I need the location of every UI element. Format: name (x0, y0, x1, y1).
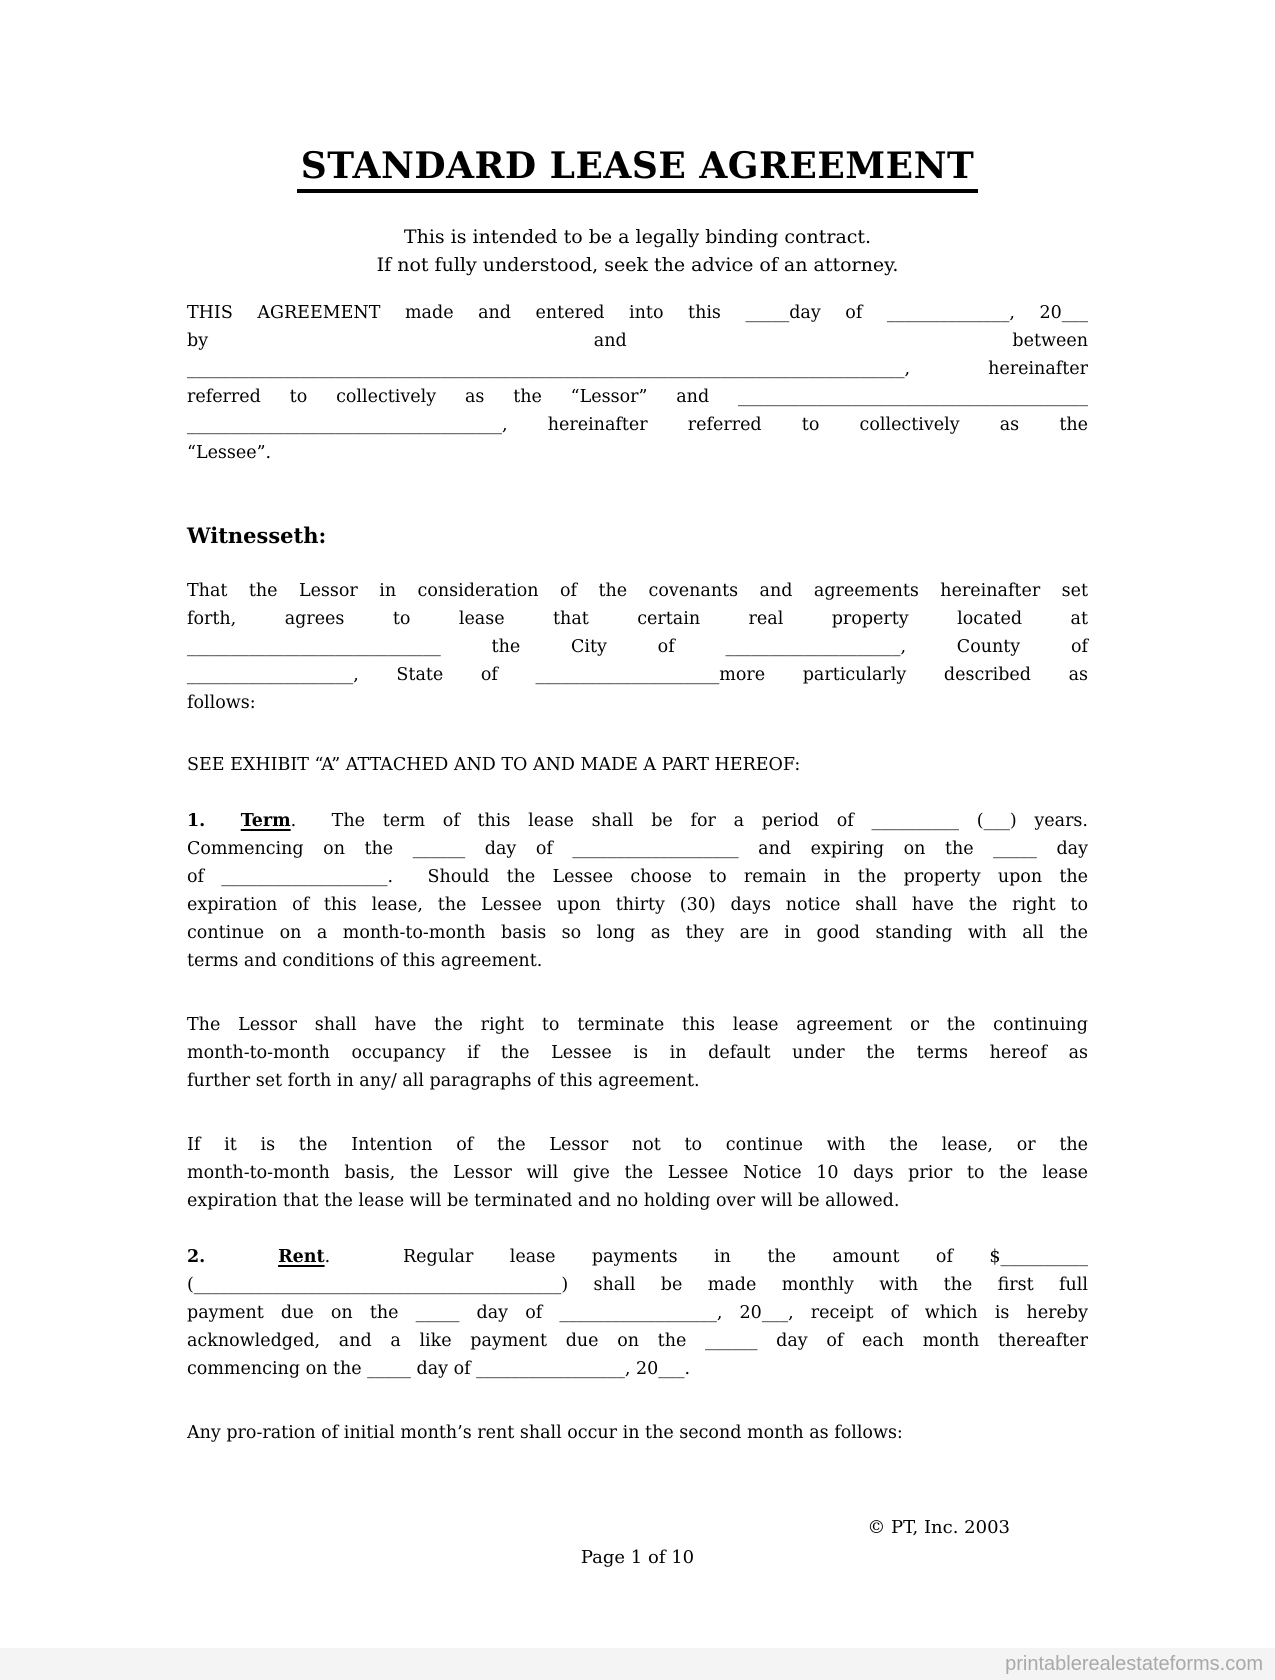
text-line (187, 383, 1088, 411)
term-paragraph (187, 807, 1088, 975)
text-line (187, 919, 1088, 947)
text-line (187, 1299, 1088, 1327)
text-segment: continue on a month-to-month basis so long as they are in good standing with all the (187, 923, 1088, 943)
intention-paragraph (187, 1131, 1088, 1215)
text-segment: ___________________, State of _____________________more particularly described as (187, 665, 1088, 685)
document (187, 0, 1088, 1571)
watermark-bar (0, 1648, 1275, 1680)
text-segment: month-to-month occupancy if the Lessee is in default under the terms hereof as (187, 1043, 1088, 1063)
copyright-notice: © PT, Inc. 2003 (867, 1517, 1010, 1538)
text-line (187, 1011, 1088, 1039)
rent-paragraph (187, 1243, 1088, 1383)
text-line (187, 439, 1088, 467)
text-segment: _____________________________ the City of ____________________, County of (187, 637, 1088, 657)
text-segment: of ___________________. Should the Lessee choose to remain in the property upon the (187, 867, 1088, 887)
text-line (187, 661, 1088, 689)
text-segment: This is intended to be a legally binding contract. (403, 226, 872, 248)
text-line (187, 355, 1088, 383)
text-line (187, 1243, 1088, 1271)
text-line (187, 863, 1088, 891)
document-body (187, 223, 1088, 1447)
document-header (187, 0, 1088, 193)
text-segment: ____________________________________, hereinafter referred to collectively as the (187, 415, 1088, 435)
opening-paragraph (187, 299, 1088, 467)
text-line (187, 1039, 1088, 1067)
witnesseth-heading: Witnesseth: (187, 523, 327, 548)
text-segment: follows: (187, 693, 256, 713)
page-number: Page 1 of 10 (580, 1547, 695, 1568)
text-segment: acknowledged, and a like payment due on the ______ day of each month thereafter (187, 1331, 1088, 1351)
text-line (187, 689, 1088, 717)
text-line (187, 751, 1088, 779)
text-segment: __________________________________________________________________________________, hereinafter (187, 359, 1088, 379)
text-line (187, 1067, 1088, 1095)
text-segment: payment due on the _____ day of __________________, 20___, receipt of which is hereby (187, 1303, 1088, 1323)
document-title: STANDARD LEASE AGREEMENT (297, 146, 979, 193)
text-segment (205, 811, 240, 831)
text-segment: expiration that the lease will be terminated and no holding over will be allowed. (187, 1191, 900, 1211)
exhibit-line (187, 751, 1088, 779)
text-line (187, 947, 1088, 975)
text-segment: expiration of this lease, the Lessee upon thirty (30) days notice shall have the right to (187, 895, 1088, 915)
termination-paragraph (187, 1011, 1088, 1095)
text-line (187, 891, 1088, 919)
text-line (187, 835, 1088, 863)
text-line (187, 633, 1088, 661)
clause-number: 1. (187, 811, 206, 831)
text-segment: That the Lessor in consideration of the covenants and agreements hereinafter set (187, 581, 1088, 601)
text-segment: SEE EXHIBIT “A” ATTACHED AND TO AND MADE A PART HEREOF: (187, 755, 801, 775)
text-segment: . Regular lease payments in the amount of $__________ (324, 1247, 1088, 1267)
document-subtitle (187, 223, 1088, 279)
text-segment: referred to collectively as the “Lessor” and ________________________________________ (187, 387, 1088, 407)
text-segment: commencing on the _____ day of _________________, 20___. (187, 1359, 691, 1379)
clause-title: Term (240, 811, 291, 831)
text-line (187, 807, 1088, 835)
text-segment: Any pro-ration of initial month’s rent shall occur in the second month as follows: (187, 1423, 903, 1443)
text-segment: forth, agrees to lease that certain real property located at (187, 609, 1088, 629)
text-segment: Commencing on the ______ day of ___________________ and expiring on the _____ day (187, 839, 1088, 859)
text-line (187, 251, 1088, 279)
text-line (187, 299, 1088, 327)
text-line (187, 1327, 1088, 1355)
text-segment: If it is the Intention of the Lessor not to continue with the lease, or the (187, 1135, 1088, 1155)
text-segment: The Lessor shall have the right to terminate this lease agreement or the continuing (187, 1015, 1088, 1035)
watermark-site-text: printablerealestateforms.com (1005, 1653, 1263, 1675)
text-line (187, 411, 1088, 439)
text-segment: (__________________________________________) shall be made monthly with the first full (187, 1275, 1088, 1295)
text-line (187, 1131, 1088, 1159)
text-segment: “Lessee”. (187, 443, 272, 463)
clause-number: 2. (187, 1247, 206, 1267)
text-segment (205, 1247, 278, 1267)
text-line (187, 327, 1088, 355)
text-line (187, 1355, 1088, 1383)
text-segment: THIS AGREEMENT made and entered into this _____day of ______________, 20___ (187, 303, 1088, 323)
witnesseth-paragraph (187, 577, 1088, 717)
text-segment: by and between (187, 331, 1088, 351)
text-line (187, 577, 1088, 605)
text-segment: If not fully understood, seek the advice of an attorney. (376, 254, 899, 276)
text-line (187, 1187, 1088, 1215)
text-segment: terms and conditions of this agreement. (187, 951, 543, 971)
text-line (187, 223, 1088, 251)
text-line (187, 1159, 1088, 1187)
text-line (187, 1271, 1088, 1299)
text-segment: further set forth in any/ all paragraphs of this agreement. (187, 1071, 700, 1091)
text-segment: . The term of this lease shall be for a period of __________ (___) years. (290, 811, 1088, 831)
text-line (187, 605, 1088, 633)
text-line (187, 1419, 1088, 1447)
clause-title: Rent (278, 1247, 325, 1267)
text-segment: month-to-month basis, the Lessor will give the Lessee Notice 10 days prior to the lease (187, 1163, 1088, 1183)
proration-paragraph (187, 1419, 1088, 1447)
